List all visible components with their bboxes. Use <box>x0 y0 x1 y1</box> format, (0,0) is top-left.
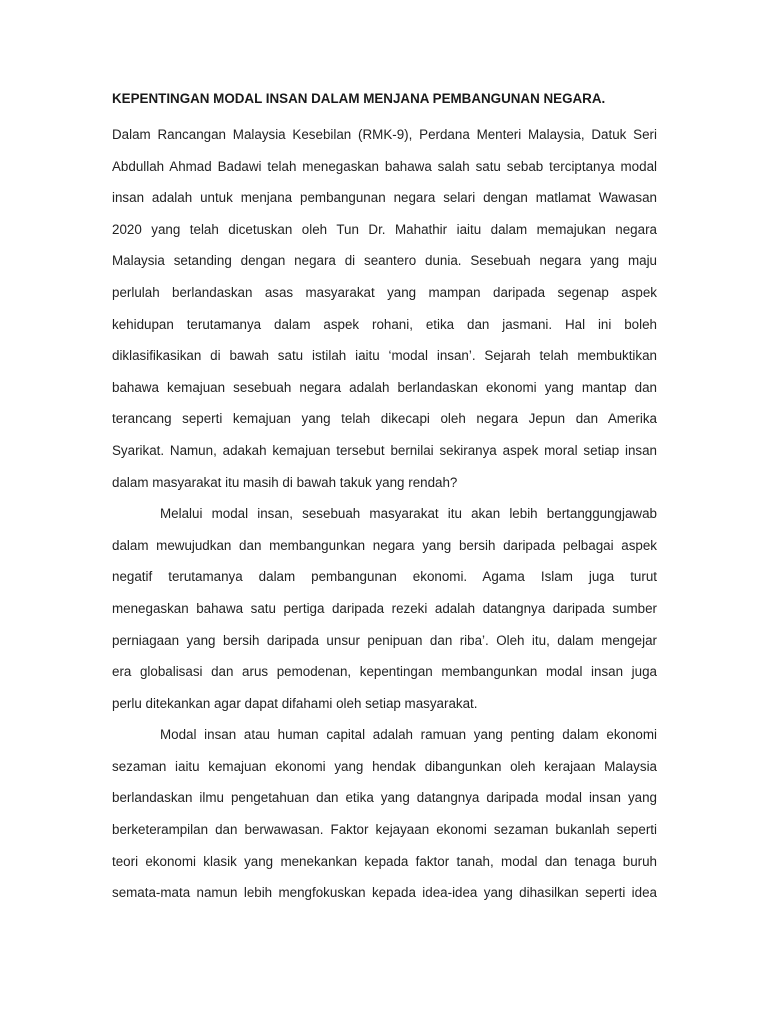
text-line: terancang seperti kemajuan yang telah dikecapi oleh negara Jepun dan Amerika <box>112 411 657 427</box>
text-line: perlulah berlandaskan asas masyarakat yang mampan daripada segenap aspek <box>112 284 657 300</box>
paragraph-1 <box>112 119 657 498</box>
text-line: perlu ditekankan agar dapat difahami oleh setiap masyarakat. <box>112 695 478 711</box>
paragraph-3 <box>112 719 657 909</box>
text-line: insan adalah untuk menjana pembangunan negara selari dengan matlamat Wawasan <box>112 190 657 206</box>
text-line: Syarikat. Namun, adakah kemajuan tersebut bernilai sekiranya aspek moral setiap insan <box>112 442 657 458</box>
text-line: negatif terutamanya dalam pembangunan ekonomi. Agama Islam juga turut <box>112 569 657 585</box>
text-line: berketerampilan dan berwawasan. Faktor kejayaan ekonomi sezaman bukanlah seperti <box>112 822 657 838</box>
text-line: Malaysia setanding dengan negara di seantero dunia. Sesebuah negara yang maju <box>112 253 657 269</box>
text-line: dalam mewujudkan dan membangunkan negara yang bersih daripada pelbagai aspek <box>112 537 657 553</box>
text-line: menegaskan bahawa satu pertiga daripada rezeki adalah datangnya daripada sumber <box>112 600 657 616</box>
text-line: dalam masyarakat itu masih di bawah takuk yang rendah? <box>112 474 458 490</box>
text-line: Melalui modal insan, sesebuah masyarakat itu akan lebih bertanggungjawab <box>160 506 657 522</box>
text-line: Modal insan atau human capital adalah ramuan yang penting dalam ekonomi <box>160 727 657 743</box>
text-line: kehidupan terutamanya dalam aspek rohani, etika dan jasmani. Hal ini boleh <box>112 316 657 332</box>
text-line: teori ekonomi klasik yang menekankan kepada faktor tanah, modal dan tenaga buruh <box>112 853 657 869</box>
text-line: era globalisasi dan arus pemodenan, kepentingan membangunkan modal insan juga <box>112 664 657 680</box>
text-line: sezaman iaitu kemajuan ekonomi yang hendak dibangunkan oleh kerajaan Malaysia <box>112 758 657 774</box>
text-line: 2020 yang telah dicetuskan oleh Tun Dr. Mahathir iaitu dalam memajukan negara <box>112 221 657 237</box>
document-page <box>112 88 657 909</box>
text-line: diklasifikasikan di bawah satu istilah iaitu ‘modal insan’. Sejarah telah membuktikan <box>112 348 657 364</box>
text-line: Dalam Rancangan Malaysia Kesebilan (RMK-9), Perdana Menteri Malaysia, Datuk Seri <box>112 127 657 142</box>
text-line: Abdullah Ahmad Badawi telah menegaskan bahawa salah satu sebab terciptanya modal <box>112 158 657 174</box>
paragraph-2 <box>112 498 657 719</box>
text-line: semata-mata namun lebih mengfokuskan kepada idea-idea yang dihasilkan seperti idea <box>112 885 657 901</box>
text-line: bahawa kemajuan sesebuah negara adalah berlandaskan ekonomi yang mantap dan <box>112 379 657 395</box>
text-line: perniagaan yang bersih daripada unsur penipuan dan riba’. Oleh itu, dalam mengejar <box>112 632 657 648</box>
document-title: KEPENTINGAN MODAL INSAN DALAM MENJANA PEMBANGUNAN NEGARA. <box>112 91 606 106</box>
text-line: berlandaskan ilmu pengetahuan dan etika yang datangnya daripada modal insan yang <box>112 790 657 806</box>
